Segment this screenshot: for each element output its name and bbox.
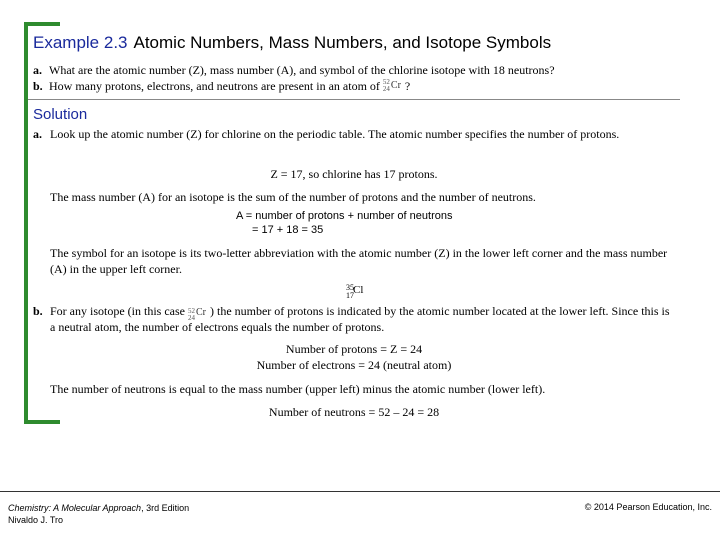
example-heading: Atomic Numbers, Mass Numbers, and Isotope Symbols — [133, 33, 552, 52]
isotope-cr-symbol: 52 24 Cr — [382, 78, 401, 93]
question-a-label: a. — [33, 63, 42, 77]
solution-heading: Solution — [33, 106, 88, 123]
part-b-label: b. — [33, 304, 43, 318]
mass-equation-line-1: A = number of protons + number of neutrons — [236, 210, 453, 222]
part-a-intro: a. Look up the atomic number (Z) for chlorine on the periodic table. The atomic number specifies the number of protons. — [33, 127, 620, 141]
footer-divider — [0, 491, 720, 492]
example-title — [33, 33, 551, 53]
neutrons-line: Number of neutrons = 52 – 24 = 28 — [268, 405, 440, 419]
isotope-cl-symbol: 35 17 Cl — [346, 283, 364, 300]
part-a-mass-text: The mass number (A) for an isotope is the sum of the number of protons and the number of neutrons. — [50, 190, 536, 204]
isotope-cr-symbol-inline: 52 24 Cr — [187, 307, 206, 322]
part-b-intro: b. For any isotope (in this case 52 24 Cr ) the number of protons is indicated by the atomic number located at the lower left. Since this is a neutral atom, the number of electrons equals the number of protons. — [33, 304, 670, 334]
question-b-text: How many protons, electrons, and neutrons are present in an atom of — [49, 79, 380, 93]
part-a-label: a. — [33, 127, 42, 141]
example-number: Example 2.3 — [33, 33, 128, 52]
frame-bottom-bar — [24, 420, 60, 424]
book-author: Nivaldo J. Tro — [8, 515, 64, 525]
part-a-symbol-text: The symbol for an isotope is its two-letter abbreviation with the atomic number (Z) in the lower left corner and the mass number (A) in the upper left corner. — [50, 246, 668, 276]
footer-copyright: © 2014 Pearson Education, Inc. — [584, 502, 712, 512]
protons-line: Number of protons = Z = 24 — [285, 342, 423, 356]
question-b-label: b. — [33, 79, 43, 93]
question-a-text: What are the atomic number (Z), mass number (A), and symbol of the chlorine isotope with 18 neutrons? — [49, 63, 555, 77]
book-edition: , 3rd Edition — [141, 503, 190, 513]
part-a-z-line: Z = 17, so chlorine has 17 protons. — [270, 167, 438, 181]
section-divider — [28, 99, 680, 100]
book-title: Chemistry: A Molecular Approach — [8, 503, 142, 513]
electrons-line: Number of electrons = 24 (neutral atom) — [256, 358, 452, 372]
mass-equation-line-2: = 17 + 18 = 35 — [252, 224, 324, 236]
question-b: b. How many protons, electrons, and neutrons are present in an atom of 52 24 Cr ? — [33, 78, 411, 93]
question-a — [33, 63, 555, 78]
part-b-neutron-text: The number of neutrons is equal to the mass number (upper left) minus the atomic number (lower left). — [50, 382, 546, 396]
footer-citation — [8, 502, 189, 526]
frame-top-bar — [24, 22, 60, 26]
